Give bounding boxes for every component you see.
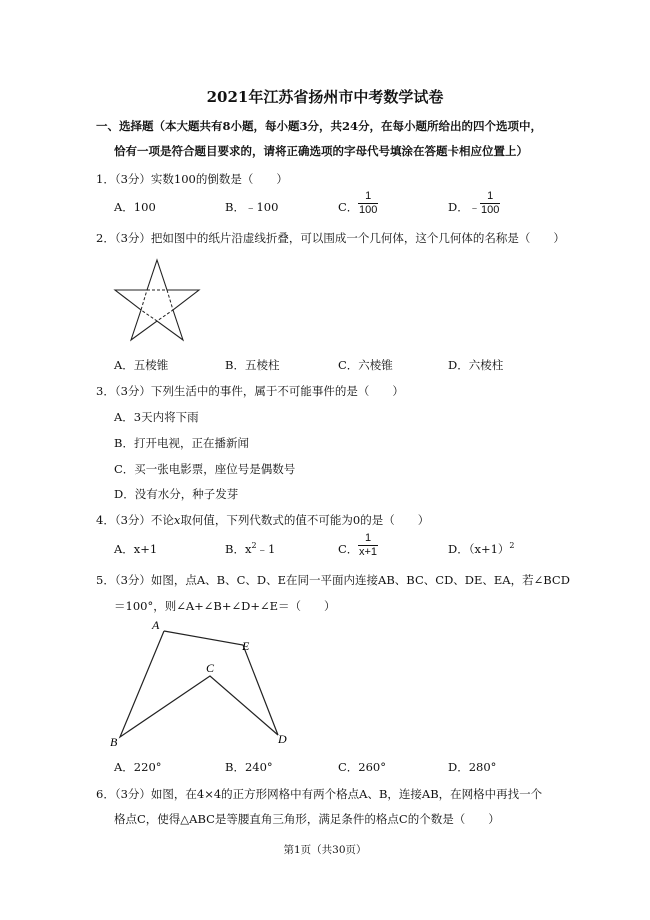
q2-option-d: D．六棱柱 bbox=[448, 358, 504, 372]
q5-stem-line2: ＝100°，则∠A+∠B+∠D+∠E＝（ ） bbox=[114, 599, 336, 613]
q1-option-d-label: D．﹣ bbox=[448, 200, 481, 214]
q6-stem-line1: 6．（3分）如图，在4×4的正方形网格中有两个格点A、B，连接AB，在网格中再找一个 bbox=[96, 787, 543, 801]
pentagon-fold-lines bbox=[141, 290, 173, 321]
q1-d-numerator: 1 bbox=[487, 190, 494, 202]
q4-c-numerator: 1 bbox=[364, 532, 372, 544]
page-title: 2021年江苏省扬州市中考数学试卷 bbox=[206, 88, 444, 106]
q4-stem-pre: 4．（3分）不论 bbox=[96, 513, 174, 527]
q4-stem-post: 取何值，下列代数式的值不可能为0的是（ ） bbox=[180, 513, 430, 527]
q1-option-c-label: C． bbox=[338, 200, 359, 214]
q5-label-e: E bbox=[242, 639, 250, 653]
q5-polyline-abcde bbox=[120, 631, 278, 737]
q4-stem-var: x bbox=[173, 513, 181, 527]
q1-c-numerator: 1 bbox=[365, 190, 372, 202]
q4-option-b bbox=[225, 541, 275, 557]
page-footer: 第1页（共30页） bbox=[283, 844, 367, 856]
q5-label-b: B bbox=[110, 735, 118, 749]
q3-option-a: A．3天内将下雨 bbox=[114, 410, 199, 424]
q5-label-a: A bbox=[152, 618, 160, 632]
q4-option-c-fraction bbox=[358, 532, 378, 559]
q6-stem-line2: 格点C，使得△ABC是等腰直角三角形，满足条件的格点C的个数是（ ） bbox=[114, 812, 500, 826]
q5-label-d: D bbox=[278, 732, 287, 746]
q2-star-net-figure bbox=[112, 258, 204, 344]
q1-c-denominator: 100 bbox=[359, 204, 378, 216]
q4-c-denominator: x+1 bbox=[359, 546, 378, 558]
section-header-line1: 一、选择题（本大题共有8小题，每小题3分，共24分，在每小题所给出的四个选项中， bbox=[96, 119, 543, 133]
q2-option-a: A．五棱锥 bbox=[114, 358, 169, 372]
q1-option-b: B．﹣100 bbox=[225, 200, 279, 214]
q4-option-a: A．x+1 bbox=[114, 542, 158, 556]
q4-option-c-label: C． bbox=[338, 542, 359, 556]
q4-b-exponent: 2 bbox=[251, 541, 257, 551]
q1-d-denominator: 100 bbox=[481, 204, 500, 216]
q5-pentagon-figure bbox=[108, 615, 298, 750]
q1-option-d-fraction bbox=[480, 190, 500, 217]
q4-d-label: D．（x+1） bbox=[448, 542, 510, 556]
q5-option-c: C．260° bbox=[338, 760, 386, 774]
q5-stem-line1: 5．（3分）如图，点A、B、C、D、E在同一平面内连接AB、BC、CD、DE、EA，若∠BCD bbox=[96, 573, 570, 587]
q4-b-label: B．x bbox=[225, 542, 252, 556]
q5-option-a: A．220° bbox=[114, 760, 162, 774]
q2-option-c: C．六棱锥 bbox=[338, 358, 393, 372]
q3-option-c: C．买一张电影票，座位号是偶数号 bbox=[114, 462, 296, 476]
q4-stem bbox=[96, 512, 429, 528]
q4-d-exponent: 2 bbox=[509, 541, 515, 551]
q5-option-d: D．280° bbox=[448, 760, 497, 774]
q3-option-b: B．打开电视，正在播新闻 bbox=[114, 436, 249, 450]
q4-option-d bbox=[448, 541, 515, 557]
section-header-line2: 恰有一项是符合题目要求的，请将正确选项的字母代号填涂在答题卡相应位置上） bbox=[114, 144, 528, 158]
q4-b-tail: ﹣1 bbox=[256, 542, 276, 556]
star-outline bbox=[115, 260, 199, 340]
q2-option-b: B．五棱柱 bbox=[225, 358, 280, 372]
q1-stem: 1．（3分）实数100的倒数是（ ） bbox=[96, 172, 288, 186]
q3-option-d: D．没有水分，种子发芽 bbox=[114, 487, 239, 501]
q2-stem: 2．（3分）把如图中的纸片沿虚线折叠，可以围成一个几何体，这个几何体的名称是（ ） bbox=[96, 231, 565, 245]
q5-option-b: B．240° bbox=[225, 760, 273, 774]
q1-option-c-fraction bbox=[358, 190, 378, 217]
q1-option-a: A．100 bbox=[114, 200, 156, 214]
q3-stem: 3．（3分）下列生活中的事件，属于不可能事件的是（ ） bbox=[96, 384, 404, 398]
q5-label-c: C bbox=[206, 661, 215, 675]
